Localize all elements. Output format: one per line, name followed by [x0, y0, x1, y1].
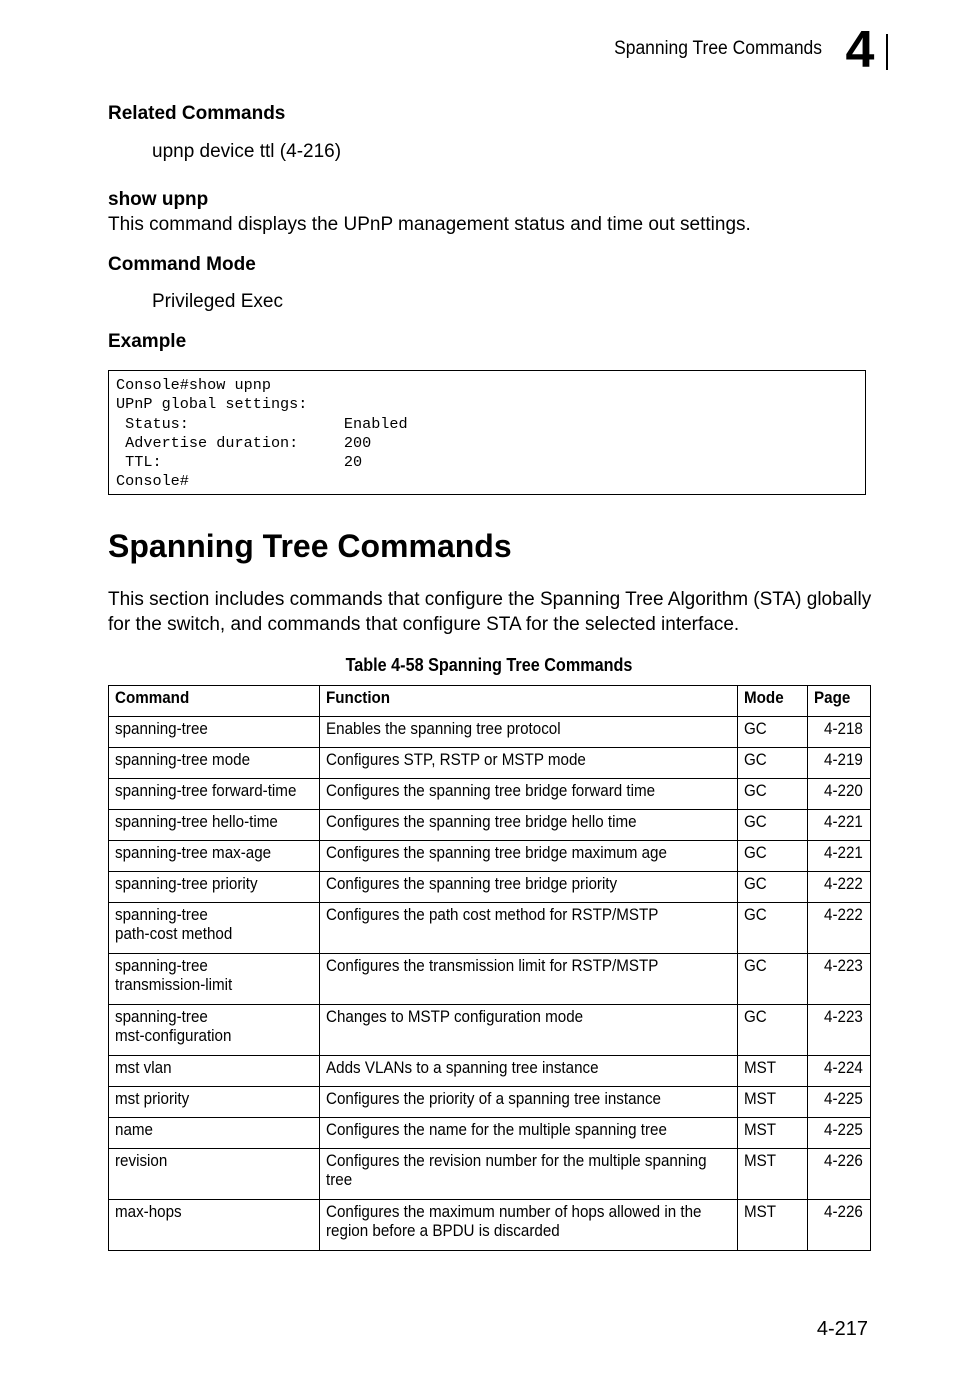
table-row [109, 1149, 871, 1200]
page-number: 4-217 [816, 1318, 868, 1340]
related-command-item: upnp device ttl (4-216) [152, 141, 342, 162]
cell-function: Enables the spanning tree protocol [320, 717, 738, 748]
table-caption: Table 4-58 Spanning Tree Commands [345, 655, 633, 675]
example-heading: Example [108, 331, 187, 352]
table-header-row [109, 686, 871, 717]
cell-command: mst priority [109, 1087, 320, 1118]
cell-mode: GC [738, 903, 808, 954]
table-row [109, 1056, 871, 1087]
cell-page: 4-226 [808, 1200, 871, 1251]
cell-mode: MST [738, 1200, 808, 1251]
table-row [109, 872, 871, 903]
cell-function: Configures the maximum number of hops allowed in the region before a BPDU is discarded [320, 1200, 738, 1251]
command-mode-heading: Command Mode [108, 254, 256, 275]
cell-mode: MST [738, 1087, 808, 1118]
cell-mode: MST [738, 1149, 808, 1200]
cell-function: Configures the spanning tree bridge hello time [320, 810, 738, 841]
cell-function: Configures STP, RSTP or MSTP mode [320, 748, 738, 779]
table-row [109, 810, 871, 841]
cell-command: spanning-tree max-age [109, 841, 320, 872]
cell-function: Configures the priority of a spanning tree instance [320, 1087, 738, 1118]
example-code-box [108, 370, 866, 495]
cell-command: mst vlan [109, 1056, 320, 1087]
cell-command: spanning-tree forward-time [109, 779, 320, 810]
section-intro: This section includes commands that configure the Spanning Tree Algorithm (STA) globally for the switch, and commands that configure STA for the selected interface. [108, 589, 872, 635]
column-header-function: Function [320, 686, 738, 717]
spanning-tree-commands-table [108, 685, 871, 1251]
cell-mode: GC [738, 779, 808, 810]
table-row [109, 779, 871, 810]
cell-function: Configures the transmission limit for RSTP/MSTP [320, 954, 738, 1005]
cell-page: 4-218 [808, 717, 871, 748]
cell-page: 4-223 [808, 954, 871, 1005]
cell-mode: GC [738, 810, 808, 841]
table-row [109, 1118, 871, 1149]
cell-page: 4-222 [808, 872, 871, 903]
cell-page: 4-225 [808, 1118, 871, 1149]
cell-command: spanning-tree hello-time [109, 810, 320, 841]
table-row [109, 1005, 871, 1056]
cell-function: Configures the revision number for the multiple spanning tree [320, 1149, 738, 1200]
example-code: Console#show upnp UPnP global settings: Status: Enabled Advertise duration: 200 TTL: 20 Console# [116, 376, 408, 491]
table-row [109, 748, 871, 779]
cell-command: spanning-tree path-cost method [109, 903, 320, 954]
cell-mode: GC [738, 1005, 808, 1056]
cell-command: spanning-tree mode [109, 748, 320, 779]
cell-page: 4-223 [808, 1005, 871, 1056]
cell-mode: GC [738, 717, 808, 748]
cell-command: spanning-tree transmission-limit [109, 954, 320, 1005]
cell-function: Configures the spanning tree bridge maximum age [320, 841, 738, 872]
cell-function: Adds VLANs to a spanning tree instance [320, 1056, 738, 1087]
command-mode-value: Privileged Exec [152, 291, 283, 312]
cell-mode: MST [738, 1118, 808, 1149]
cell-command: spanning-tree [109, 717, 320, 748]
cell-page: 4-226 [808, 1149, 871, 1200]
table-row [109, 954, 871, 1005]
related-commands-heading: Related Commands [108, 103, 286, 124]
cell-function: Configures the path cost method for RSTP/MSTP [320, 903, 738, 954]
cell-mode: GC [738, 954, 808, 1005]
cell-function: Configures the name for the multiple spanning tree [320, 1118, 738, 1149]
table-body [109, 717, 871, 1251]
chapter-rule [886, 34, 888, 70]
cell-function: Changes to MSTP configuration mode [320, 1005, 738, 1056]
cell-command: spanning-tree priority [109, 872, 320, 903]
cell-page: 4-224 [808, 1056, 871, 1087]
table-row [109, 1200, 871, 1251]
cell-page: 4-221 [808, 810, 871, 841]
cell-page: 4-222 [808, 903, 871, 954]
table-row [109, 1087, 871, 1118]
cell-mode: GC [738, 748, 808, 779]
show-upnp-heading: show upnp [108, 189, 209, 210]
cell-function: Configures the spanning tree bridge priority [320, 872, 738, 903]
column-header-mode: Mode [738, 686, 808, 717]
cell-command: name [109, 1118, 320, 1149]
running-header-title: Spanning Tree Commands [614, 38, 822, 59]
cell-command: revision [109, 1149, 320, 1200]
chapter-number: 4 [845, 21, 875, 79]
cell-command: max-hops [109, 1200, 320, 1251]
table-row [109, 717, 871, 748]
cell-page: 4-220 [808, 779, 871, 810]
cell-function: Configures the spanning tree bridge forward time [320, 779, 738, 810]
cell-page: 4-221 [808, 841, 871, 872]
cell-page: 4-219 [808, 748, 871, 779]
column-header-page: Page [808, 686, 871, 717]
column-header-command: Command [109, 686, 320, 717]
table-row [109, 903, 871, 954]
section-title: Spanning Tree Commands [108, 528, 512, 564]
table-row [109, 841, 871, 872]
show-upnp-description: This command displays the UPnP management status and time out settings. [108, 214, 751, 235]
cell-mode: GC [738, 841, 808, 872]
cell-mode: MST [738, 1056, 808, 1087]
cell-mode: GC [738, 872, 808, 903]
cell-command: spanning-tree mst-configuration [109, 1005, 320, 1056]
cell-page: 4-225 [808, 1087, 871, 1118]
